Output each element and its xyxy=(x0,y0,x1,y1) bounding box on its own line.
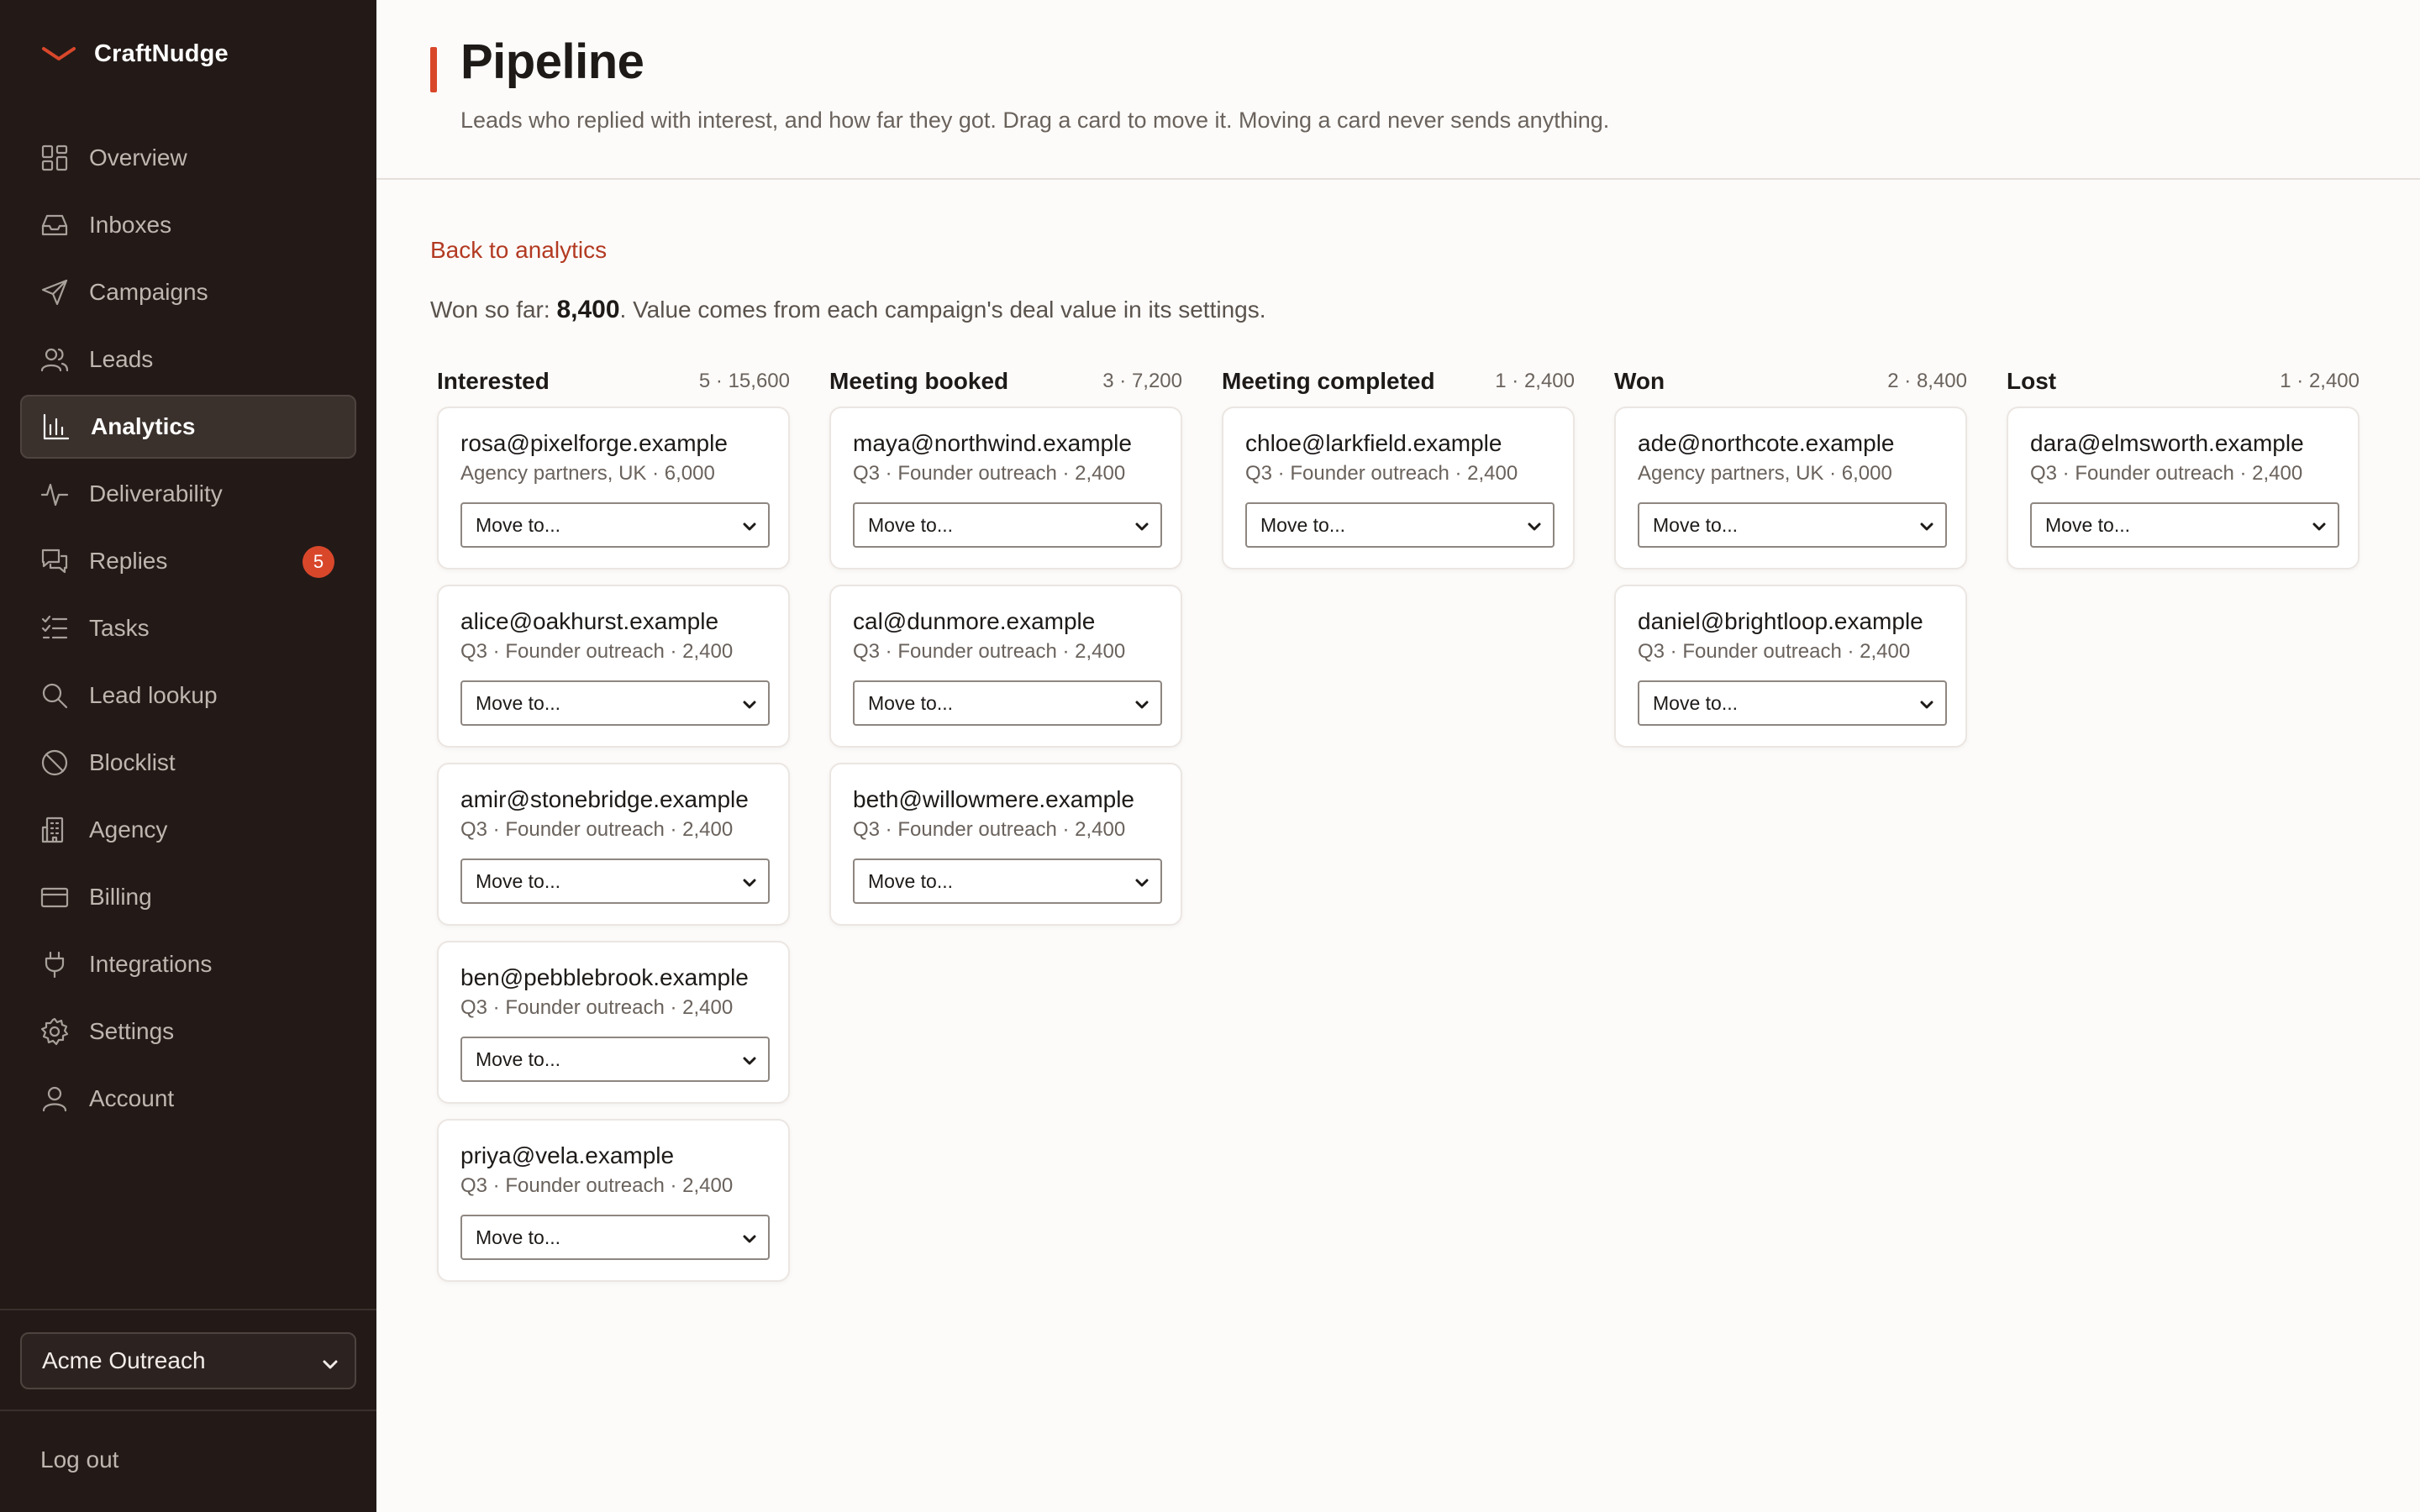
column-header xyxy=(829,365,1182,398)
column-title: Meeting booked xyxy=(829,368,1009,394)
column-cards xyxy=(1222,407,1575,585)
lead-meta: Q3 · Founder outreach · 2,400 xyxy=(460,996,734,1019)
sidebar-item-replies[interactable] xyxy=(20,529,356,593)
chevron-down-icon xyxy=(741,1052,758,1068)
move-to-select-value: Move to... xyxy=(2045,513,2130,536)
move-to-select-value: Move to... xyxy=(1653,691,1738,714)
lead-card[interactable] xyxy=(437,763,790,926)
column-header xyxy=(1222,365,1575,398)
pulse-icon xyxy=(40,480,69,508)
sidebar-item-label: Lead lookup xyxy=(89,682,218,708)
replies-count-badge: 5 xyxy=(302,546,334,578)
sidebar-item-label: Deliverability xyxy=(89,480,223,507)
move-to-select[interactable] xyxy=(1245,502,1555,548)
lead-meta: Q3 · Founder outreach · 2,400 xyxy=(853,640,1126,663)
move-to-select-value: Move to... xyxy=(1260,513,1345,536)
column-title: Meeting completed xyxy=(1222,368,1435,394)
sidebar-item-overview[interactable] xyxy=(20,126,356,190)
lead-card[interactable] xyxy=(437,407,790,570)
credit-card-icon xyxy=(40,883,69,911)
chat-icon xyxy=(40,547,69,575)
column-header xyxy=(2007,365,2360,398)
lead-card[interactable] xyxy=(437,941,790,1104)
sidebar-item-billing[interactable] xyxy=(20,865,356,929)
column-summary: 5 · 15,600 xyxy=(698,370,790,392)
move-to-select-value: Move to... xyxy=(868,513,953,536)
lead-meta: Q3 · Founder outreach · 2,400 xyxy=(460,640,734,663)
brand[interactable] xyxy=(40,35,229,72)
move-to-select[interactable] xyxy=(460,858,770,904)
user-icon xyxy=(40,1084,69,1113)
lead-card[interactable] xyxy=(829,407,1182,570)
sidebar-item-agency[interactable] xyxy=(20,798,356,862)
sidebar-item-label: Billing xyxy=(89,884,152,910)
sidebar-item-blocklist[interactable] xyxy=(20,731,356,795)
send-icon xyxy=(40,278,69,307)
sidebar-item-analytics[interactable] xyxy=(20,395,356,459)
lead-meta: Agency partners, UK · 6,000 xyxy=(460,462,715,485)
won-prefix: Won so far: xyxy=(430,297,557,323)
sidebar-item-label: Leads xyxy=(89,346,154,372)
lead-email: daniel@brightloop.example xyxy=(1638,608,1923,634)
page-header xyxy=(376,0,2420,180)
move-to-select-value: Move to... xyxy=(476,869,560,892)
divider xyxy=(0,1410,376,1411)
move-to-select[interactable] xyxy=(460,1037,770,1082)
sidebar-item-leads[interactable] xyxy=(20,328,356,391)
column-header xyxy=(1614,365,1967,398)
main-content xyxy=(376,181,2420,1512)
column-summary: 2 · 8,400 xyxy=(1887,370,1967,392)
chevron-down-icon xyxy=(1918,517,1935,534)
chevron-down-icon xyxy=(1134,696,1150,712)
move-to-select[interactable] xyxy=(2030,502,2339,548)
sidebar-item-label: Account xyxy=(89,1085,175,1111)
chevron-down-icon xyxy=(2311,517,2328,534)
bar-chart-icon xyxy=(42,412,71,441)
sidebar-item-lead-lookup[interactable] xyxy=(20,664,356,727)
sidebar-nav xyxy=(20,126,356,1134)
gear-icon xyxy=(40,1017,69,1046)
lead-email: maya@northwind.example xyxy=(853,430,1132,456)
lead-email: rosa@pixelforge.example xyxy=(460,430,728,456)
move-to-select[interactable] xyxy=(460,1215,770,1260)
lead-meta: Q3 · Founder outreach · 2,400 xyxy=(1245,462,1518,485)
back-to-analytics-link[interactable]: Back to analytics xyxy=(430,237,608,263)
lead-card[interactable] xyxy=(2007,407,2360,570)
block-icon xyxy=(40,748,69,777)
lead-card[interactable] xyxy=(1222,407,1575,570)
column-summary: 1 · 2,400 xyxy=(2280,370,2360,392)
title-accent-bar xyxy=(430,47,437,92)
checklist-icon xyxy=(40,614,69,643)
column-summary: 1 · 2,400 xyxy=(1495,370,1575,392)
won-summary xyxy=(430,296,1266,324)
lead-meta: Q3 · Founder outreach · 2,400 xyxy=(2030,462,2303,485)
lead-email: priya@vela.example xyxy=(460,1142,675,1168)
column-cards xyxy=(1614,407,1967,763)
move-to-select[interactable] xyxy=(460,680,770,726)
sidebar-item-account[interactable] xyxy=(20,1067,356,1131)
sidebar-item-label: Overview xyxy=(89,144,187,171)
move-to-select-value: Move to... xyxy=(868,869,953,892)
lead-meta: Q3 · Founder outreach · 2,400 xyxy=(853,462,1126,485)
won-suffix: . Value comes from each campaign's deal value in its settings. xyxy=(619,297,1266,323)
chevron-down-icon xyxy=(741,696,758,712)
move-to-select-value: Move to... xyxy=(476,513,560,536)
pipeline-column xyxy=(437,365,790,1248)
building-icon xyxy=(40,816,69,844)
inbox-icon xyxy=(40,211,69,239)
move-to-select-value: Move to... xyxy=(868,691,953,714)
column-title: Interested xyxy=(437,368,550,394)
move-to-select-value: Move to... xyxy=(476,1047,560,1070)
lead-email: dara@elmsworth.example xyxy=(2030,430,2304,456)
lead-card[interactable] xyxy=(1614,407,1967,570)
sidebar-item-settings[interactable] xyxy=(20,1000,356,1063)
move-to-select-value: Move to... xyxy=(476,691,560,714)
lead-meta: Q3 · Founder outreach · 2,400 xyxy=(460,818,734,841)
grid-icon xyxy=(40,144,69,172)
lead-email: ade@northcote.example xyxy=(1638,430,1895,456)
sidebar-item-label: Agency xyxy=(89,816,168,843)
move-to-select[interactable] xyxy=(853,858,1162,904)
divider xyxy=(0,1309,376,1310)
column-cards xyxy=(437,407,790,1297)
sidebar-item-label: Campaigns xyxy=(89,279,208,305)
lead-email: beth@willowmere.example xyxy=(853,786,1135,812)
sidebar xyxy=(0,0,376,1512)
move-to-select[interactable] xyxy=(853,680,1162,726)
pipeline-column xyxy=(1222,365,1575,536)
search-icon xyxy=(40,681,69,710)
brand-name: CraftNudge xyxy=(94,39,229,67)
move-to-select[interactable] xyxy=(460,502,770,548)
sidebar-item-campaigns[interactable] xyxy=(20,260,356,324)
sidebar-item-label: Tasks xyxy=(89,615,150,641)
sidebar-item-inboxes[interactable] xyxy=(20,193,356,257)
pipeline-column xyxy=(829,365,1182,892)
column-title: Won xyxy=(1614,368,1665,394)
chevron-down-icon xyxy=(1134,874,1150,890)
plug-icon xyxy=(40,950,69,979)
sidebar-item-label: Blocklist xyxy=(89,749,176,775)
chevron-down-icon xyxy=(741,1230,758,1247)
sidebar-item-label: Integrations xyxy=(89,951,213,977)
move-to-select[interactable] xyxy=(853,502,1162,548)
lead-meta: Q3 · Founder outreach · 2,400 xyxy=(1638,640,1911,663)
lead-meta: Q3 · Founder outreach · 2,400 xyxy=(853,818,1126,841)
chevron-down-icon xyxy=(1526,517,1543,534)
lead-card[interactable] xyxy=(437,1119,790,1282)
chevron-down-icon xyxy=(1918,696,1935,712)
sidebar-item-integrations[interactable] xyxy=(20,932,356,996)
move-to-select-value: Move to... xyxy=(476,1226,560,1248)
chevron-down-icon xyxy=(1134,517,1150,534)
sidebar-item-label: Settings xyxy=(89,1018,175,1044)
page-subtitle: Leads who replied with interest, and how far they got. Drag a card to move it. Moving a card never sends anything. xyxy=(460,108,1610,133)
move-to-select[interactable] xyxy=(1638,502,1947,548)
column-title: Lost xyxy=(2007,368,2057,394)
lead-card[interactable] xyxy=(437,585,790,748)
logout-link[interactable]: Log out xyxy=(40,1446,119,1473)
lead-card[interactable] xyxy=(829,585,1182,748)
users-icon xyxy=(40,345,69,374)
lead-card[interactable] xyxy=(1614,585,1967,748)
lead-card[interactable] xyxy=(829,763,1182,926)
move-to-select-value: Move to... xyxy=(1653,513,1738,536)
sidebar-item-deliverability[interactable] xyxy=(20,462,356,526)
lead-email: ben@pebblebrook.example xyxy=(460,964,749,990)
column-header xyxy=(437,365,790,398)
sidebar-item-label: Inboxes xyxy=(89,212,172,238)
craftnudge-logo-icon xyxy=(40,42,77,66)
column-cards xyxy=(829,407,1182,941)
lead-email: alice@oakhurst.example xyxy=(460,608,719,634)
lead-email: amir@stonebridge.example xyxy=(460,786,749,812)
pipeline-column xyxy=(1614,365,1967,714)
move-to-select[interactable] xyxy=(1638,680,1947,726)
chevron-down-icon xyxy=(741,874,758,890)
lead-meta: Q3 · Founder outreach · 2,400 xyxy=(460,1174,734,1197)
workspace-select-value: Acme Outreach xyxy=(42,1347,206,1373)
workspace-select[interactable] xyxy=(20,1332,356,1389)
sidebar-item-label: Analytics xyxy=(91,413,196,439)
lead-email: chloe@larkfield.example xyxy=(1245,430,1502,456)
sidebar-item-label: Replies xyxy=(89,548,168,574)
lead-email: cal@dunmore.example xyxy=(853,608,1096,634)
page-title: Pipeline xyxy=(460,34,644,89)
lead-meta: Agency partners, UK · 6,000 xyxy=(1638,462,1892,485)
column-summary: 3 · 7,200 xyxy=(1102,370,1182,392)
sidebar-item-tasks[interactable] xyxy=(20,596,356,660)
pipeline-column xyxy=(2007,365,2360,536)
column-cards xyxy=(2007,407,2360,585)
chevron-down-icon xyxy=(741,517,758,534)
won-value: 8,400 xyxy=(556,296,620,323)
chevron-down-icon xyxy=(321,1352,339,1371)
